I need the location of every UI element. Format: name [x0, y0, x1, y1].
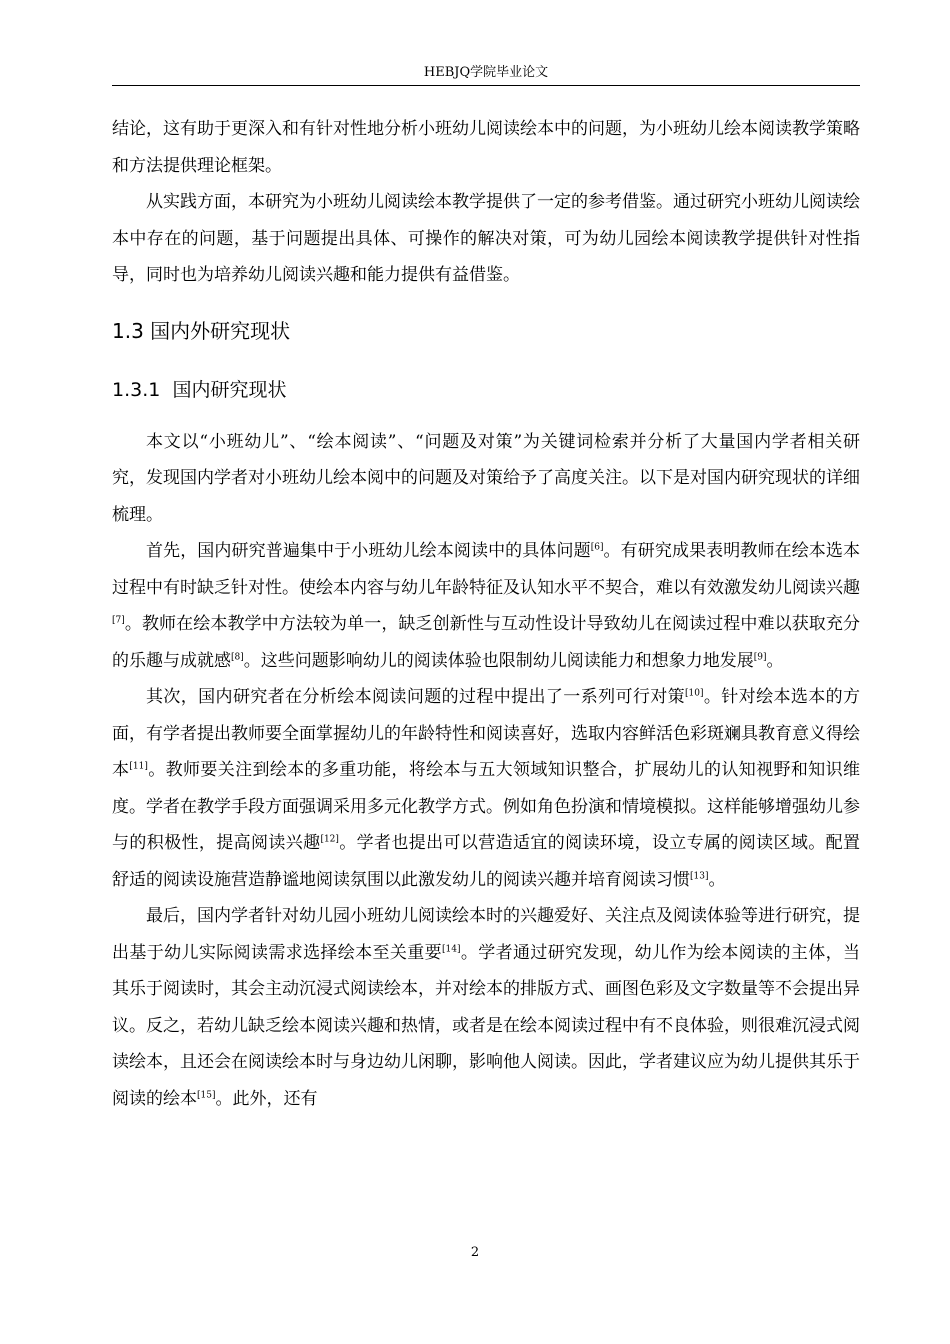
- citation-ref: [13]: [690, 870, 709, 881]
- citation-ref: [7]: [112, 615, 125, 626]
- text-run: 首先，国内研究普遍集中于小班幼儿绘本阅读中的具体问题: [146, 541, 591, 561]
- citation-ref: [9]: [753, 651, 767, 662]
- citation-ref: [10]: [685, 688, 704, 699]
- paragraph-first: [112, 533, 860, 679]
- text-run: 。: [708, 869, 726, 890]
- header-rule: [112, 85, 860, 86]
- text-run: 。这些问题影响幼儿的阅读体验也限制幼儿阅读能力和想象力地发展: [243, 650, 754, 671]
- text-run: 其次，国内研究者在分析绘本阅读问题的过程中提出了一系列可行对策: [146, 687, 686, 707]
- document-body: [112, 111, 860, 1117]
- text-run: 。教师要关注到绘本的多重功能，将绘本与五大领域知识整合，扩展幼儿的认知视野和知识维度。学者在教学手段方面强调采用多元化教学方式。例如角色扮演和情境模拟。这样能够增强幼儿参与的积极性，提高阅读兴趣: [112, 760, 861, 853]
- text-run: 最后，国内学者针对幼儿园小班幼儿阅读绘本时的兴趣爱好、关注点及阅读体验等进行研究，提出基于幼儿实际阅读需求选择绘本至关重要: [112, 906, 860, 963]
- subsection-number: 1.3.1: [112, 378, 161, 401]
- text-run: 。有研究成果表明教师在绘本选本过程中有时缺乏针对性。使绘本内容与幼儿年龄特征及认知水平不契合，难以有效激发幼儿阅读兴趣: [112, 541, 861, 598]
- paragraph-second: [112, 679, 860, 898]
- citation-ref: [11]: [129, 761, 148, 772]
- citation-ref: [15]: [197, 1089, 216, 1100]
- citation-ref: [8]: [231, 651, 244, 662]
- paragraph-third: [112, 898, 860, 1117]
- page-number: 2: [470, 1245, 480, 1260]
- paragraph-continuation: 结论，这有助于更深入和有针对性地分析小班幼儿阅读绘本中的问题，为小班幼儿绘本阅读教学策略和方法提供理论框架。: [112, 119, 860, 176]
- text-run: 。教师在绘本教学中方法较为单一，缺乏创新性与互动性设计导致幼儿在阅读过程中难以获取充分的乐趣与成就感: [112, 614, 860, 671]
- text-run: 。针对绘本选本的方面，有学者提出教师要全面掌握幼儿的年龄特性和阅读喜好，选取内容鲜活色彩斑斓具教育意义得绘本: [112, 687, 861, 780]
- text-run: 。学者也提出可以营造适宜的阅读环境，设立专属的阅读区域。配置舒适的阅读设施营造静谧地阅读氛围以此激发幼儿的阅读兴趣并培育阅读习惯: [112, 833, 861, 890]
- citation-ref: [12]: [320, 834, 339, 845]
- text-run: 。此外，还有: [215, 1088, 318, 1109]
- text-run: 。: [766, 650, 784, 671]
- subsection-heading: [112, 364, 860, 416]
- section-heading: [112, 304, 860, 358]
- running-header: HEBJQ学院毕业论文: [423, 65, 549, 80]
- section-number: 1.3: [112, 318, 144, 343]
- subsection-title: 国内研究现状: [172, 378, 287, 401]
- citation-ref: [6]: [590, 542, 604, 553]
- text-run: 。学者通过研究发现，幼儿作为绘本阅读的主体，当其乐于阅读时，其会主动沉浸式阅读绘本，并对绘本的排版方式、画图色彩及文字数量等不会提出异议。反之，若幼儿缺乏绘本阅读兴趣和热情，或者是在绘本阅读过程中有不良体验，则很难沉浸式阅读绘本，且还会在阅读绘本时与身边幼儿闲聊，影响他人阅读。因此，学者建议应为幼儿提供其乐于阅读的绘本: [112, 942, 861, 1109]
- section-title: 国内外研究现状: [150, 318, 291, 343]
- paragraph-intro: 本文以“小班幼儿”、“绘本阅读”、“问题及对策”为关键词检索并分析了大量国内学者相关研究，发现国内学者对小班幼儿绘本阅中的问题及对策给予了高度关注。以下是对国内研究现状的详细梳理。: [112, 431, 860, 525]
- paragraph-practical-significance: 从实践方面，本研究为小班幼儿阅读绘本教学提供了一定的参考借鉴。通过研究小班幼儿阅读绘本中存在的问题，基于问题提出具体、可操作的解决对策，可为幼儿园绘本阅读教学提供针对性指导，同时也为培养幼儿阅读兴趣和能力提供有益借鉴。: [112, 192, 860, 285]
- citation-ref: [14]: [442, 943, 461, 954]
